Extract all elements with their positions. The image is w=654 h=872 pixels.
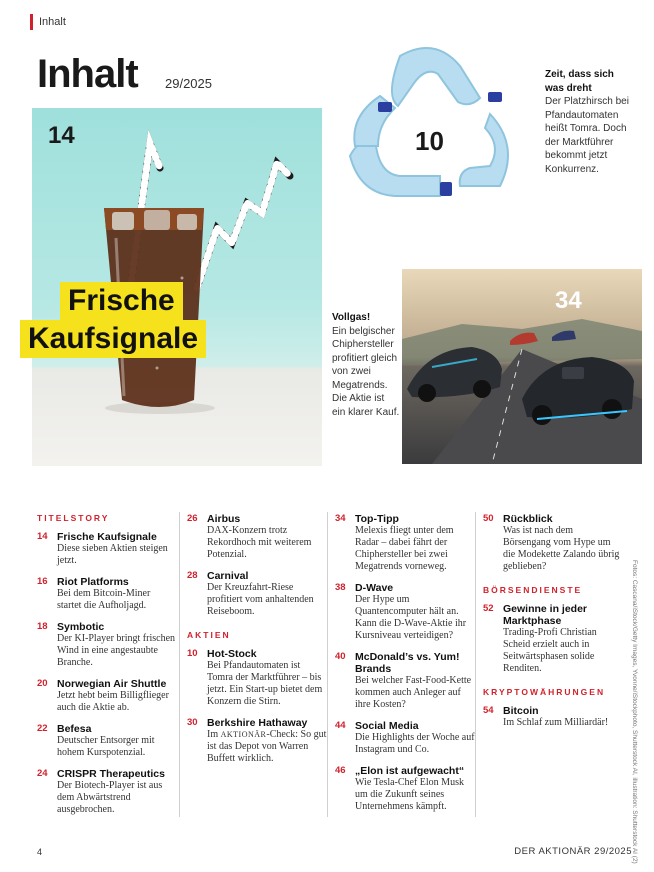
toc-page: 22 bbox=[37, 723, 48, 734]
cars-teaser-body: Ein belgischer Chiphersteller profitiert gleich von zwei Megatrends. Die Aktie ist ein klarer Kauf. bbox=[332, 325, 400, 418]
toc-title: Hot-Stock bbox=[207, 648, 257, 660]
toc-page: 30 bbox=[187, 717, 198, 728]
cars-teaser-title: Vollgas! bbox=[332, 312, 371, 323]
toc-entry[interactable] bbox=[335, 765, 475, 813]
toc-title: Carnival bbox=[207, 570, 249, 582]
bottles-teaser bbox=[545, 68, 635, 176]
toc-desc: Wie Tesla-Chef Elon Musk um die Zukunft seines Unternehmens kämpft. bbox=[355, 777, 464, 812]
toc-entry[interactable] bbox=[37, 576, 177, 612]
column-divider bbox=[179, 512, 180, 817]
section-title-boersendienste: BÖRSENDIENSTE bbox=[483, 585, 583, 595]
toc-column-2 bbox=[187, 513, 327, 774]
headline-line-2: Kaufsignale bbox=[20, 320, 206, 358]
toc-entry[interactable] bbox=[187, 570, 327, 618]
hero-page-number: 14 bbox=[48, 122, 75, 149]
footer-page-number: 4 bbox=[37, 847, 43, 857]
section-title-aktien: AKTIEN bbox=[187, 630, 231, 640]
toc-entry[interactable] bbox=[335, 582, 475, 642]
toc-title: Berkshire Hathaway bbox=[207, 717, 308, 729]
photo-credit-text: Fotos: Cascana/iStock/Getty Images, Yvonne/iStockphoto, Shutterstock AI, illustration: Shutterstock AI (2) bbox=[631, 560, 638, 864]
toc-desc: Melexis fliegt unter dem Radar – dabei fährt der Chiphersteller bei zwei Megatrends vorneweg. bbox=[355, 525, 454, 572]
toc-column-1 bbox=[37, 513, 177, 825]
toc-title: McDonald’s vs. Yum! Brands bbox=[355, 651, 460, 675]
toc-entry[interactable] bbox=[37, 621, 177, 669]
toc-page: 40 bbox=[335, 651, 346, 662]
toc-entry[interactable] bbox=[483, 705, 623, 729]
toc-page: 24 bbox=[37, 768, 48, 779]
toc-column-4 bbox=[483, 513, 623, 738]
toc-desc: Im Schlaf zum Milliardär! bbox=[503, 717, 609, 728]
toc-desc: Jetzt hebt beim Billigflieger auch die Aktie ab. bbox=[57, 690, 169, 713]
toc-title: Frische Kaufsignale bbox=[57, 531, 157, 543]
toc-desc: Trading-Profi Christian Scheid erzielt auch in Seitwärtsphasen solide Renditen. bbox=[503, 627, 597, 674]
toc-title: Riot Platforms bbox=[57, 576, 129, 588]
toc-entry[interactable] bbox=[37, 723, 177, 759]
bottles-page-number: 10 bbox=[415, 126, 444, 156]
toc-entry[interactable] bbox=[483, 603, 623, 675]
toc-page: 54 bbox=[483, 705, 494, 716]
race-cars-illustration bbox=[402, 269, 642, 464]
toc-desc: DAX-Konzern trotz Rekordhoch mit weiterem Potenzial. bbox=[207, 525, 312, 560]
toc-title: Norwegian Air Shuttle bbox=[57, 678, 167, 690]
toc-title: Rückblick bbox=[503, 513, 553, 525]
bottles-teaser-title: Zeit, dass sich was dreht bbox=[545, 69, 614, 94]
toc-page: 28 bbox=[187, 570, 198, 581]
toc-title: Symbotic bbox=[57, 621, 105, 633]
cars-teaser bbox=[332, 311, 400, 419]
cars-page-number: 34 bbox=[555, 287, 582, 314]
toc-entry[interactable] bbox=[187, 717, 327, 765]
toc-page: 10 bbox=[187, 648, 198, 659]
toc-entry[interactable] bbox=[37, 531, 177, 567]
toc-entry[interactable] bbox=[335, 720, 475, 756]
section-title-titelstory: TITELSTORY bbox=[37, 513, 110, 523]
toc-desc: Bei Pfandautomaten ist Tomra der Marktführer – bis jetzt. Ein Start-up bietet dem Konzern die Stirn. bbox=[207, 660, 323, 707]
toc-entry[interactable] bbox=[335, 513, 475, 573]
toc-desc: Der Kreuzfahrt-Riese profitiert vom anhaltenden Reiseboom. bbox=[207, 582, 314, 617]
column-divider bbox=[475, 512, 476, 817]
toc-desc-prefix: Im bbox=[207, 729, 221, 740]
toc-title: „Elon ist aufgewacht“ bbox=[355, 765, 465, 777]
toc-desc-smallcaps: AKTIONÄR bbox=[220, 730, 267, 739]
toc-title: Bitcoin bbox=[503, 705, 539, 717]
toc-entry[interactable] bbox=[37, 768, 177, 816]
headline-line-1: Frische bbox=[60, 282, 183, 320]
toc-entry[interactable] bbox=[37, 678, 177, 714]
toc-desc-suffix: -Check: So gut ist das Depot von Warren Buffett wirklich. bbox=[207, 729, 327, 764]
photo-credit bbox=[629, 560, 639, 864]
column-divider bbox=[327, 512, 328, 817]
toc-desc bbox=[207, 729, 327, 765]
toc-page: 14 bbox=[37, 531, 48, 542]
toc-desc: Der KI-Player bringt frischen Wind in eine angestaubte Branche. bbox=[57, 633, 176, 668]
toc-desc: Der Hype um Quantencomputer hält an. Kann die D-Wave-Aktie ihr Kursniveau verteidigen? bbox=[355, 594, 467, 641]
toc-page: 34 bbox=[335, 513, 346, 524]
toc-desc: Diese sieben Aktien steigen jetzt. bbox=[57, 543, 168, 566]
section-label: Inhalt bbox=[39, 16, 66, 28]
toc-entry[interactable] bbox=[187, 648, 327, 708]
toc-desc: Deutscher Entsorger mit hohem Kurspotenzial. bbox=[57, 735, 155, 758]
footer-magazine: DER AKTIONÄR 29/2025 bbox=[514, 846, 632, 857]
toc-page: 20 bbox=[37, 678, 48, 689]
toc-title: Airbus bbox=[207, 513, 241, 525]
hero-headline bbox=[28, 282, 206, 358]
toc-page: 44 bbox=[335, 720, 346, 731]
toc-page: 50 bbox=[483, 513, 494, 524]
toc-page: 18 bbox=[37, 621, 48, 632]
toc-title: Befesa bbox=[57, 723, 92, 735]
toc-page: 52 bbox=[483, 603, 494, 614]
toc-title: D-Wave bbox=[355, 582, 394, 594]
bottles-teaser-body: Der Platzhirsch bei Pfandautomaten heißt Tomra. Doch der Marktführer bekommt jetzt Konkurrenz. bbox=[545, 96, 629, 175]
issue-number: 29/2025 bbox=[165, 76, 212, 91]
toc-entry[interactable] bbox=[187, 513, 327, 561]
toc-title: Social Media bbox=[355, 720, 419, 732]
toc-page: 26 bbox=[187, 513, 198, 524]
toc-desc: Bei dem Bitcoin-Miner startet die Aufholjagd. bbox=[57, 588, 151, 611]
toc-column-3 bbox=[335, 513, 475, 822]
toc-desc: Die Highlights der Woche auf Instagram und Co. bbox=[355, 732, 475, 755]
toc-desc: Der Biotech-Player ist aus dem Abwärtstrend ausgebrochen. bbox=[57, 780, 163, 815]
section-header bbox=[30, 14, 66, 30]
toc-title: Gewinne in jeder Marktphase bbox=[503, 603, 588, 627]
page-title: Inhalt bbox=[37, 52, 138, 96]
section-title-kryptowaehrungen: KRYPTOWÄHRUNGEN bbox=[483, 687, 606, 697]
toc-desc: Bei welcher Fast-Food-Kette kommen auch Anleger auf ihre Kosten? bbox=[355, 675, 472, 710]
toc-desc: Was ist nach dem Börsengang vom Hype um die Modekette Zalando übrig geblieben? bbox=[503, 525, 620, 572]
toc-title: CRISPR Therapeutics bbox=[57, 768, 165, 780]
toc-page: 46 bbox=[335, 765, 346, 776]
toc-title: Top-Tipp bbox=[355, 513, 399, 525]
toc-page: 38 bbox=[335, 582, 346, 593]
toc-entry[interactable] bbox=[335, 651, 475, 711]
toc-entry[interactable] bbox=[483, 513, 623, 573]
toc-page: 16 bbox=[37, 576, 48, 587]
section-marker bbox=[30, 14, 33, 30]
